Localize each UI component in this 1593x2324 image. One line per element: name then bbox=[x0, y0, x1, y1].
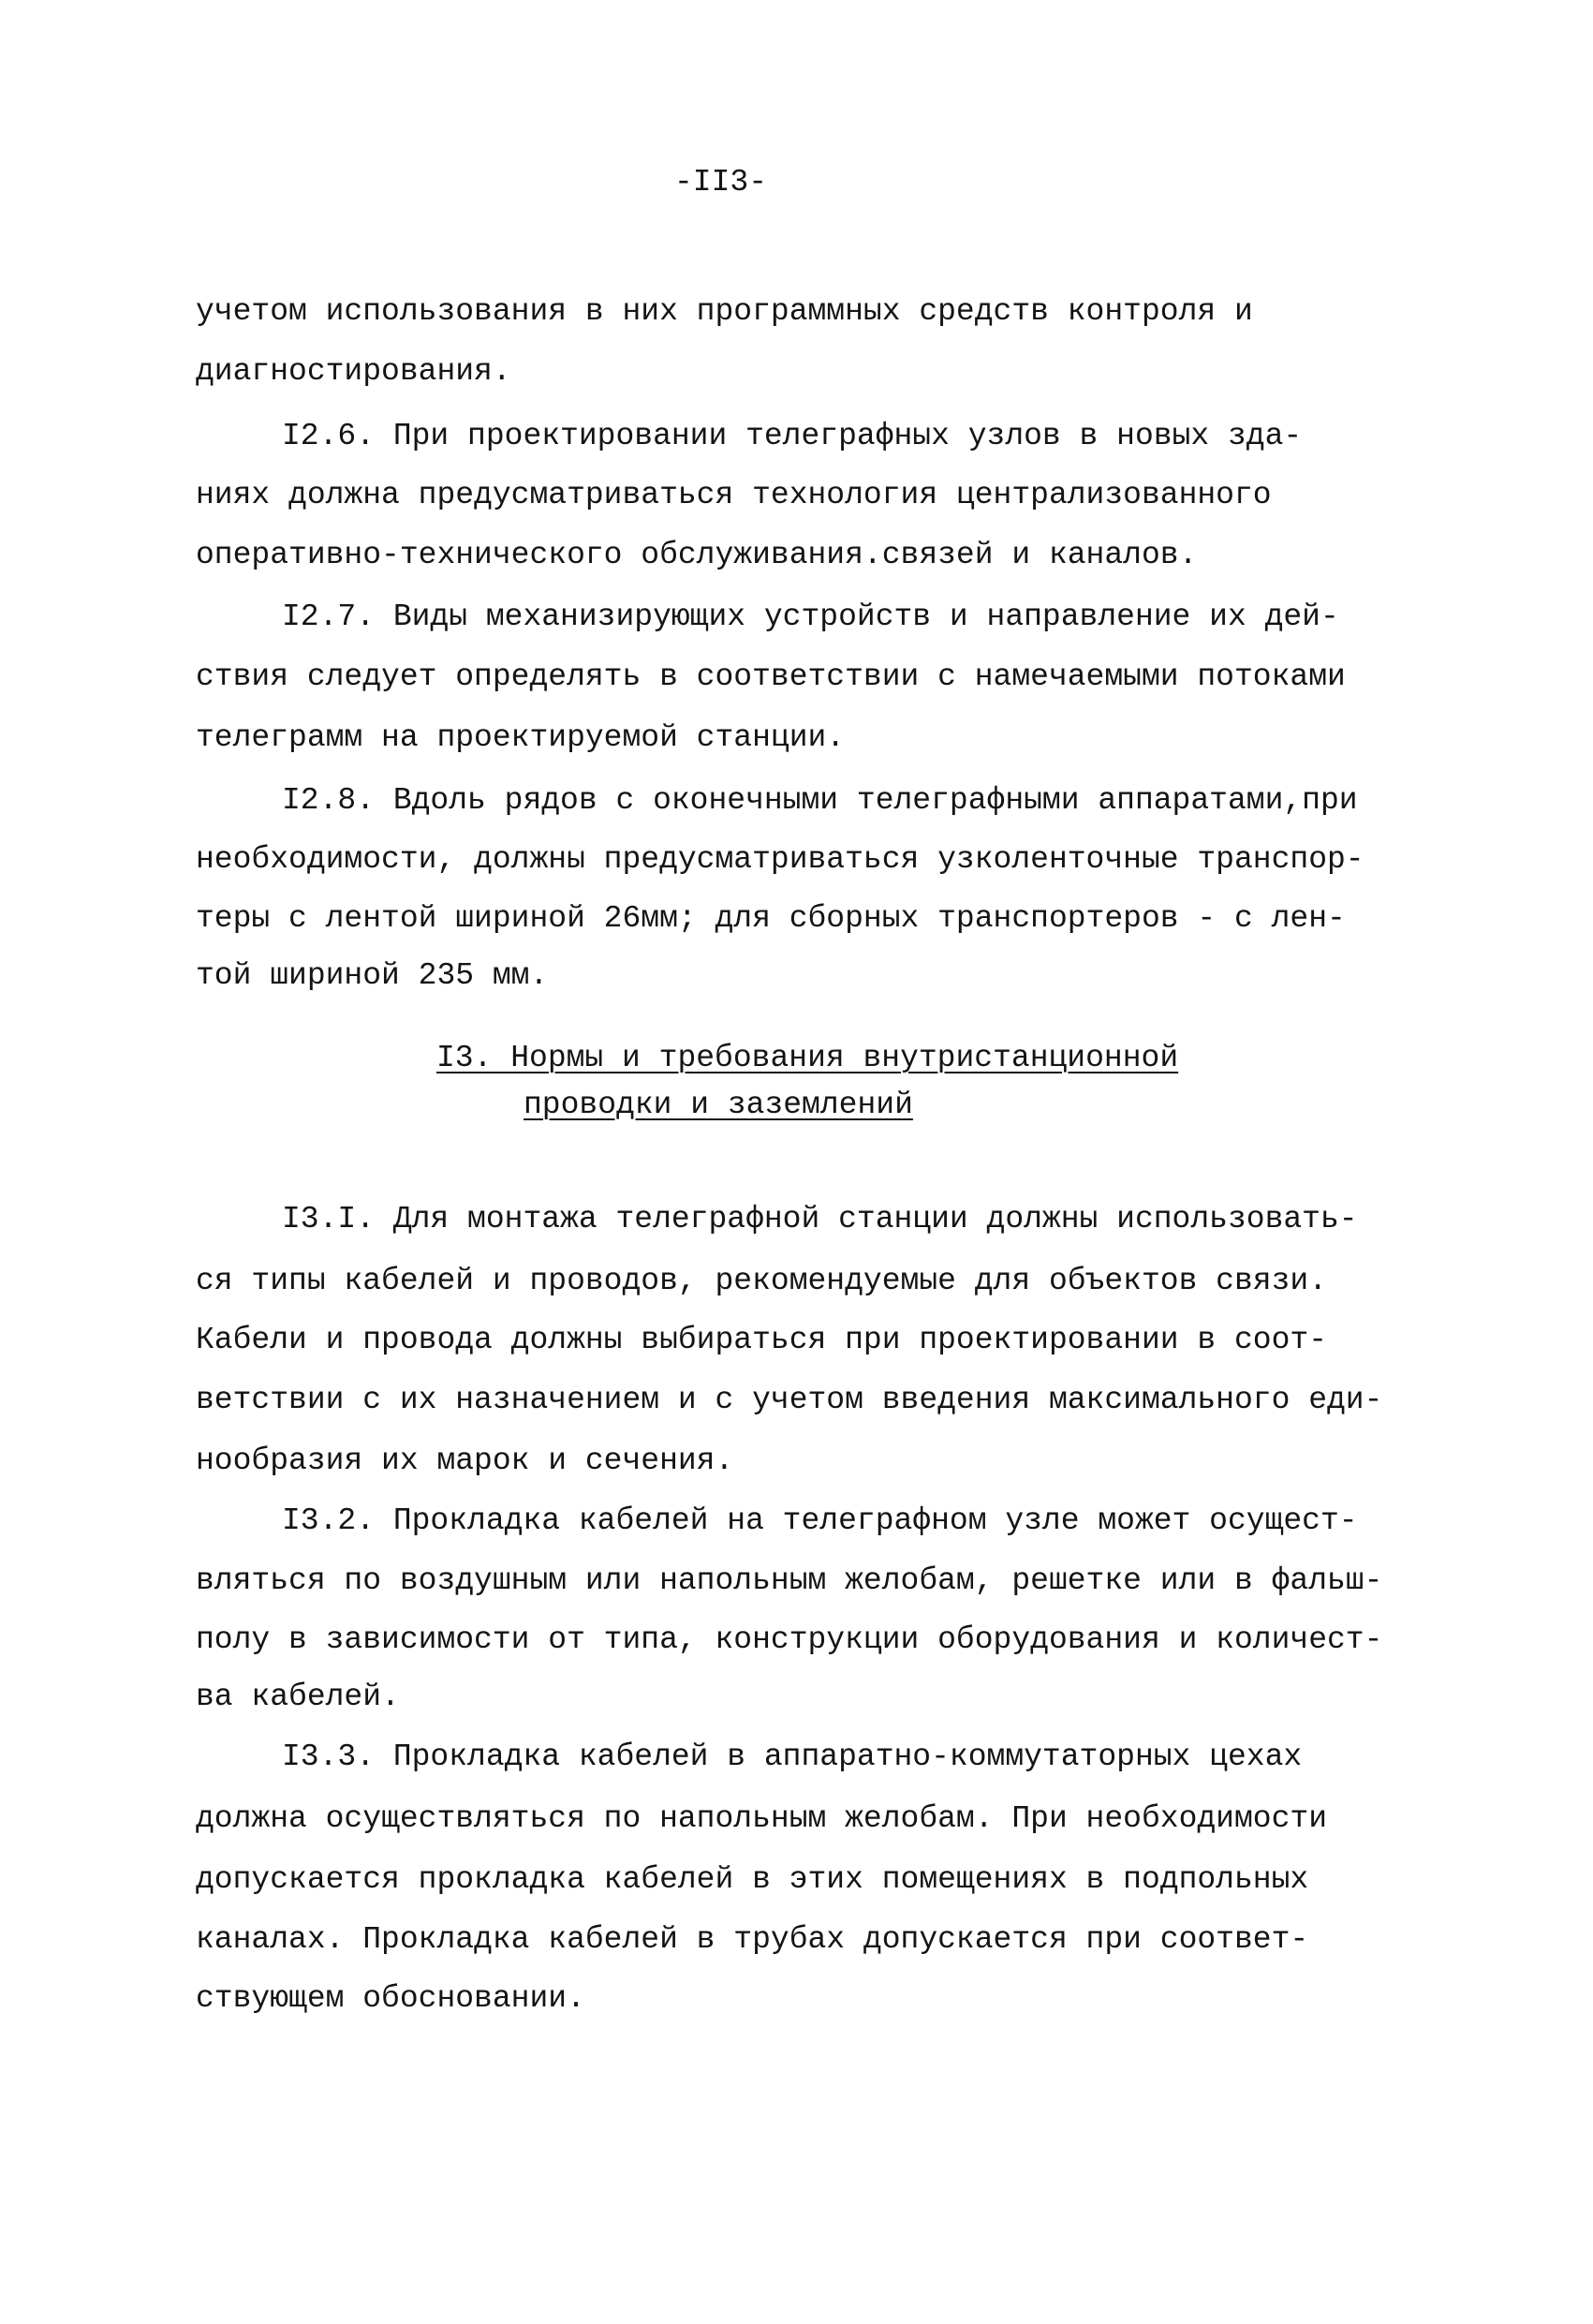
text-line: нообразия их марок и сечения. bbox=[196, 1443, 734, 1478]
text-line: необходимости, должны предусматриваться узколенточные транспор- bbox=[196, 842, 1364, 877]
text-line: I2.7. Виды механизирующих устройств и направление их дей- bbox=[282, 600, 1339, 634]
text-line: оперативно-технического обслуживания.связей и каналов. bbox=[196, 538, 1198, 572]
text-line: допускается прокладка кабелей в этих помещениях в подпольных bbox=[196, 1862, 1309, 1897]
text-line: телеграмм на проектируемой станции. bbox=[196, 720, 846, 755]
section-heading-line: проводки и заземлений bbox=[524, 1088, 913, 1122]
text-line: каналах. Прокладка кабелей в трубах допускается при соответ- bbox=[196, 1922, 1309, 1957]
text-line: ниях должна предусматриваться технология централизованного bbox=[196, 478, 1272, 512]
text-line: I2.6. При проектировании телеграфных узлов в новых зда- bbox=[282, 419, 1303, 453]
text-line: должна осуществляться по напольным желобам. При необходимости bbox=[196, 1801, 1327, 1836]
page-number: -II3- bbox=[674, 165, 768, 200]
text-line: той шириной 235 мм. bbox=[196, 958, 549, 993]
text-line: I3.I. Для монтажа телеграфной станции должны использовать- bbox=[282, 1202, 1358, 1236]
text-line: ветствии с их назначением и с учетом введения максимального еди- bbox=[196, 1383, 1383, 1417]
text-line: Кабели и провода должны выбираться при проектировании в соот- bbox=[196, 1323, 1327, 1357]
text-line: I3.2. Прокладка кабелей на телеграфном узле может осущест- bbox=[282, 1503, 1358, 1538]
text-line: учетом использования в них программных средств контроля и bbox=[196, 294, 1253, 329]
text-line: ва кабелей. bbox=[196, 1680, 400, 1714]
text-line: диагностирования. bbox=[196, 354, 511, 389]
text-line: ствия следует определять в соответствии с намечаемыми потоками bbox=[196, 659, 1346, 694]
text-line: I3.3. Прокладка кабелей в аппаратно-коммутаторных цехах bbox=[282, 1739, 1303, 1774]
section-heading-line: I3. Нормы и требования внутристанционной bbox=[436, 1041, 1179, 1075]
text-line: вляться по воздушным или напольным желобам, решетке или в фальш- bbox=[196, 1563, 1383, 1598]
text-line: теры с лентой шириной 26мм; для сборных транспортеров - с лен- bbox=[196, 901, 1346, 936]
text-line: ствующем обосновании. bbox=[196, 1981, 585, 2016]
text-line: полу в зависимости от типа, конструкции оборудования и количест- bbox=[196, 1622, 1383, 1657]
text-line: ся типы кабелей и проводов, рекомендуемые для объектов связи. bbox=[196, 1264, 1327, 1298]
text-line: I2.8. Вдоль рядов с оконечными телеграфными аппаратами,при bbox=[282, 783, 1358, 818]
